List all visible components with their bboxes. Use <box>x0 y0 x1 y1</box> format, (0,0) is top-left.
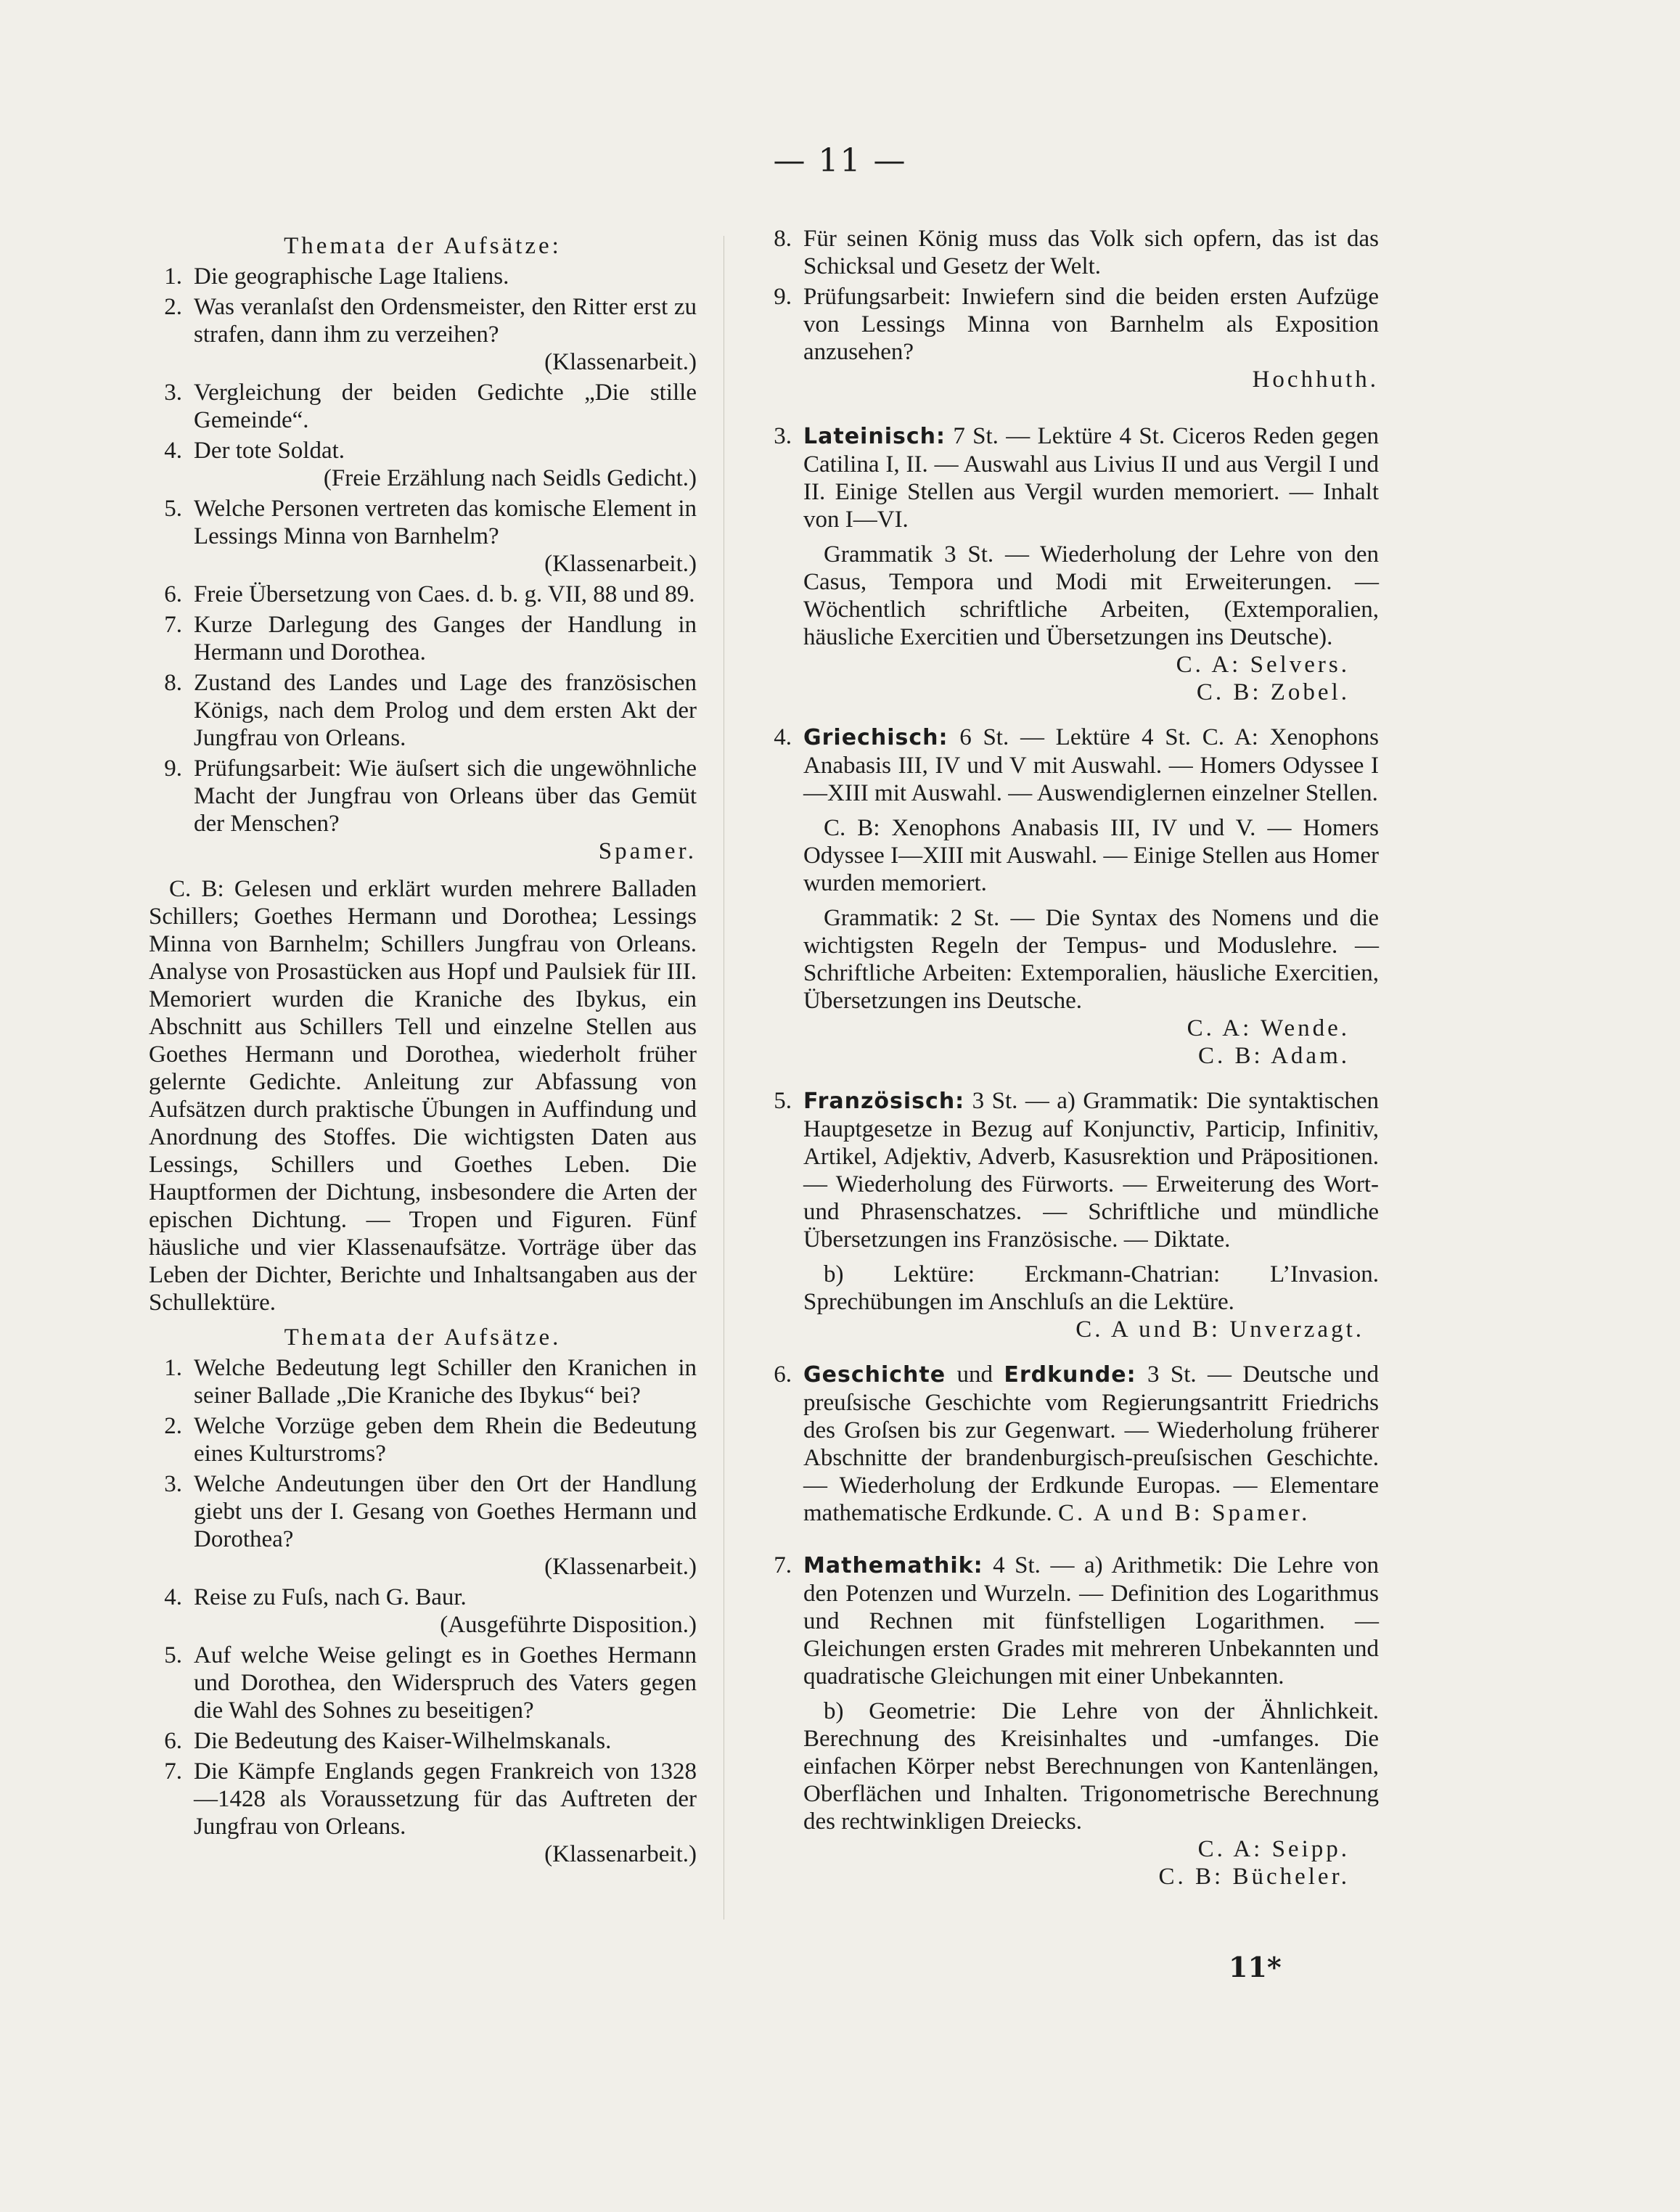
item-number: 8. <box>164 670 182 696</box>
section-french <box>758 1087 1379 1343</box>
history-and: und <box>956 1361 993 1388</box>
greek-text: 6 St. — Lektüre 4 St. C. A: Xenophons Anabasis III, IV und V mit Auswahl. — Homers Odyssee I—XIII mit Auswahl. — Auswendiglernen einzelner Stellen. <box>803 724 1379 806</box>
list-item <box>758 225 1379 280</box>
list-item <box>149 611 697 666</box>
item-note: Hochhuth. <box>1252 366 1379 393</box>
item-number: 1. <box>164 263 182 290</box>
list-item <box>149 1727 697 1755</box>
item-text: Welche Vorzüge geben dem Rhein die Bedeutung eines Kulturstroms? <box>194 1413 697 1467</box>
history-text: 3 St. — Deutsche und preuſsische Geschichte vom Regierungsantritt Friedrichs des Groſsen bis zur Gegenwart. — Wiederholung früherer Abschnitte der brandenburgisch-preuſsischen Geschichte. — Wiederholung der Erdkunde Europas. — Elementare mathematische Erdkunde. <box>803 1361 1380 1526</box>
item-text: Welche Bedeutung legt Schiller den Kranichen in seiner Ballade „Die Kraniche des Ibykus“ bei? <box>194 1355 697 1409</box>
list-item <box>149 755 697 865</box>
item-number: 9. <box>774 284 792 310</box>
list-item <box>149 495 697 578</box>
item-number: 6. <box>164 1728 182 1754</box>
item-number: 4. <box>164 438 182 464</box>
list-item <box>149 1758 697 1868</box>
latin-grammar: Grammatik 3 St. — Wiederholung der Lehre von den Casus, Tempora und Modi mit Erweiterungen. — Wöchentlich schriftliche Arbeiten, (Extemporalien, häusliche Exercitien und Übersetzungen ins Deutsche). <box>803 541 1379 650</box>
item-number: 9. <box>164 755 182 782</box>
subject-geography: Erdkunde: <box>1004 1362 1136 1388</box>
item-note: (Freie Erzählung nach Seidls Gedicht.) <box>323 465 697 491</box>
section-number: 6. <box>774 1361 792 1388</box>
list-item <box>149 1354 697 1409</box>
item-number: 1. <box>164 1355 182 1381</box>
list-item <box>149 437 697 492</box>
item-text: Prüfungsarbeit: Wie äuſsert sich die ungewöhnliche Macht der Jungfrau von Orleans über das Gemüt der Menschen? <box>194 755 697 837</box>
item-number: 4. <box>164 1584 182 1610</box>
essay-list-continued <box>758 225 1379 393</box>
section-number: 4. <box>774 724 792 750</box>
section-math <box>758 1552 1379 1891</box>
item-number: 6. <box>164 581 182 607</box>
subject-latin: Lateinisch: <box>803 424 946 449</box>
section-number: 3. <box>774 423 792 449</box>
essay-topics-heading-b: Themata der Aufsätze. <box>284 1324 562 1351</box>
item-text: Kurze Darlegung des Ganges der Handlung in Hermann und Dorothea. <box>194 612 697 665</box>
item-note: (Ausgeführte Disposition.) <box>440 1612 697 1638</box>
subject-greek: Griechisch: <box>803 725 948 750</box>
section-latin <box>758 422 1379 706</box>
subject-math: Mathemathik: <box>803 1553 983 1578</box>
section-number: 5. <box>774 1088 792 1114</box>
signature-mark: 11* <box>1229 1951 1282 1983</box>
item-text: Prüfungsarbeit: Inwiefern sind die beiden ersten Aufzüge von Lessings Minna von Barnhelm als Exposition anzusehen? <box>803 284 1379 365</box>
item-text: Auf welche Weise gelingt es in Goethes Hermann und Dorothea, den Widerspruch des Vaters gegen die Wahl des Sohnes zu beseitigen? <box>194 1642 697 1724</box>
math-geometry: b) Geometrie: Die Lehre von der Ähnlichkeit. Berechnung des Kreisinhaltes und -umfanges. Die einfachen Körper nebst Berechnungen von Kantenlängen, Oberflächen und Inhalten. Trigonometrische Berechnung des rechtwinkligen Dreiecks. <box>803 1698 1379 1835</box>
right-column <box>758 225 1379 1891</box>
essay-list-b <box>149 1354 697 1868</box>
page-number: — 11 — <box>773 142 907 179</box>
list-item <box>149 293 697 376</box>
french-reading: b) Lektüre: Erckmann-Chatrian: L’Invasion. Sprechübungen im Anschluſs an die Lektüre. <box>803 1261 1379 1315</box>
item-note: (Klassenarbeit.) <box>544 551 697 577</box>
list-item <box>149 1642 697 1724</box>
list-item <box>149 1584 697 1639</box>
list-item <box>149 263 697 290</box>
left-column <box>149 225 697 1871</box>
item-text: Was veranlaſst den Ordensmeister, den Ritter erst zu strafen, dann ihm zu verzeihen? <box>194 294 697 348</box>
essay-topics-heading: Themata der Aufsätze: <box>284 233 562 259</box>
item-note: (Klassenarbeit.) <box>544 1554 697 1580</box>
item-note: Spamer. <box>598 838 697 864</box>
item-text: Vergleichung der beiden Gedichte „Die stille Gemeinde“. <box>194 380 697 433</box>
section-history <box>758 1361 1379 1534</box>
item-text: Die geographische Lage Italiens. <box>194 263 509 290</box>
list-item <box>149 669 697 752</box>
history-teacher: C. A und B: Spamer. <box>1057 1500 1311 1526</box>
latin-teacher-a: C. A: Selvers. <box>1176 652 1350 678</box>
item-note: (Klassenarbeit.) <box>544 1841 697 1867</box>
item-text: Zustand des Landes und Lage des französischen Königs, nach dem Prolog und dem ersten Akt der Jungfrau von Orleans. <box>194 670 697 751</box>
item-number: 2. <box>164 1413 182 1439</box>
math-teacher-b: C. B: Bücheler. <box>1158 1864 1350 1890</box>
greek-cb: C. B: Xenophons Anabasis III, IV und V. — Homers Odyssee I—XIII mit Auswahl. — Einige Stellen aus Homer wurden memoriert. <box>803 815 1379 896</box>
section-greek <box>758 724 1379 1070</box>
item-text: Freie Übersetzung von Caes. d. b. g. VII, 88 und 89. <box>194 581 695 607</box>
latin-teacher-b: C. B: Zobel. <box>1196 679 1350 705</box>
latin-text: 7 St. — Lektüre 4 St. Ciceros Reden gegen Catilina I, II. — Auswahl aus Livius II und aus Vergil I und II. Einige Stellen aus Vergil wurden memoriert. — Inhalt von I—VI. <box>803 423 1380 533</box>
math-teacher-a: C. A: Seipp. <box>1197 1836 1350 1862</box>
item-number: 5. <box>164 496 182 522</box>
item-number: 2. <box>164 294 182 320</box>
list-item <box>758 283 1379 393</box>
item-number: 7. <box>164 612 182 638</box>
item-text: Die Kämpfe Englands gegen Frankreich von 1328—1428 als Voraussetzung für das Auftreten der Jungfrau von Orleans. <box>194 1758 697 1840</box>
math-text: 4 St. — a) Arithmetik: Die Lehre von den Potenzen und Wurzeln. — Definition des Logarithmus und Rechnen mit fünfstelligen Logarithmen. — Gleichungen ersten Grades mit mehreren Unbekannten und quadratische Gleichungen mit einer Unbekannten. <box>803 1552 1380 1689</box>
greek-teacher-b: C. B: Adam. <box>1197 1043 1350 1069</box>
section-number: 7. <box>774 1552 792 1578</box>
item-number: 8. <box>774 226 792 252</box>
item-text: Reise zu Fuſs, nach G. Baur. <box>194 1584 467 1610</box>
subject-french: Französisch: <box>803 1089 965 1114</box>
item-number: 5. <box>164 1642 182 1668</box>
item-text: Welche Andeutungen über den Ort der Handlung giebt uns der I. Gesang von Goethes Hermann und Dorothea? <box>194 1471 697 1552</box>
greek-grammar: Grammatik: 2 St. — Die Syntax des Nomens und die wichtigsten Regeln der Tempus- und Moduslehre. — Schriftliche Arbeiten: Extemporalien, häusliche Exercitien, Übersetzungen ins Deutsche. <box>803 905 1379 1014</box>
subject-history: Geschichte <box>803 1362 946 1388</box>
essay-list-a <box>149 263 697 865</box>
item-number: 7. <box>164 1758 182 1785</box>
item-text: Für seinen König muss das Volk sich opfern, das ist das Schicksal und Gesetz der Welt. <box>803 226 1379 279</box>
list-item <box>149 379 697 434</box>
list-item <box>149 581 697 608</box>
item-note: (Klassenarbeit.) <box>544 349 697 375</box>
item-number: 3. <box>164 380 182 406</box>
item-text: Die Bedeutung des Kaiser-Wilhelmskanals. <box>194 1728 612 1754</box>
item-number: 3. <box>164 1471 182 1497</box>
item-text: Der tote Soldat. <box>194 438 345 464</box>
greek-teacher-a: C. A: Wende. <box>1187 1015 1350 1041</box>
french-teacher: C. A und B: Unverzagt. <box>1075 1316 1364 1343</box>
list-item <box>149 1412 697 1467</box>
item-text: Welche Personen vertreten das komische Element in Lessings Minna von Barnhelm? <box>194 496 697 549</box>
french-text: 3 St. — a) Grammatik: Die syntaktischen Hauptgesetze in Bezug auf Konjunctiv, Particip, Infinitiv, Artikel, Adjektiv, Adverb, Kasusrektion und Präpositionen. — Wiederholung des Fürworts. — Erweiterung des Wort- und Phrasenschatzes. — Schriftliche und mündliche Übersetzungen ins Französische. — Diktate. <box>803 1088 1379 1253</box>
cb-curriculum-paragraph: C. B: Gelesen und erklärt wurden mehrere Balladen Schillers; Goethes Hermann und Dorothea; Lessings Minna von Barnhelm; Schillers Jungfrau von Orleans. Analyse von Prosastücken aus Hopf und Paulsiek für III. Memoriert wurden die Kraniche des Ibykus, ein Abschnitt aus Schillers Tell und einzelne Stellen aus Goethes Hermann und Dorothea, wiederholt früher gelernte Gedichte. Anleitung zur Abfassung von Aufsätzen durch praktische Übungen in Auffindung und Anordnung des Stoffes. Die wichtigsten Daten aus Lessings, Schillers und Goethes Leben. Die Hauptformen der Dichtung, insbesondere die Arten der epischen Dichtung. — Tropen und Figuren. Fünf häusliche und vier Klassenaufsätze. Vorträge über das Leben der Dichter, Berichte und Inhaltsangaben aus der Schullektüre. <box>149 876 697 1316</box>
list-item <box>149 1470 697 1581</box>
